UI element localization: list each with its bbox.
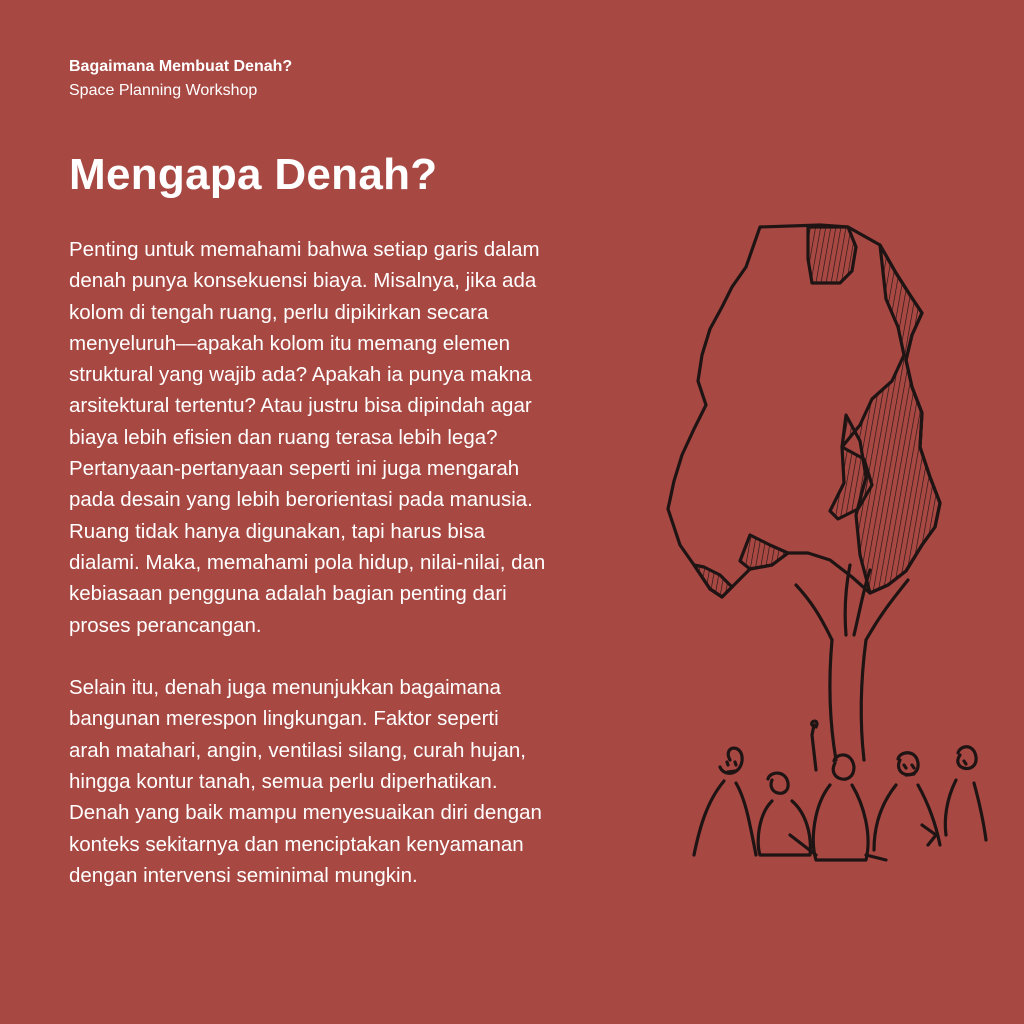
series-title: Bagaimana Membuat Denah? bbox=[69, 58, 293, 75]
paragraph-1-line: kebiasaan pengguna adalah bagian penting dari bbox=[69, 582, 507, 606]
paragraph-1-line: struktural yang wajib ada? Apakah ia punya makna bbox=[69, 363, 532, 387]
paragraph-2-line: dengan intervensi seminimal mungkin. bbox=[69, 863, 418, 887]
paragraph-1-line: kolom di tengah ruang, perlu dipikirkan secara bbox=[69, 300, 489, 324]
paragraph-1-line: biaya lebih efisien dan ruang terasa lebih lega? bbox=[69, 425, 498, 449]
paragraph-2-line: Denah yang baik mampu menyesuaikan diri dengan bbox=[69, 801, 542, 825]
series-subtitle: Space Planning Workshop bbox=[69, 82, 258, 99]
paragraph-2-line: hingga kontur tanah, semua perlu diperhatikan. bbox=[69, 770, 498, 794]
paragraph-gap bbox=[69, 641, 669, 672]
paragraph-1-line: dialami. Maka, memahami pola hidup, nilai-nilai, dan bbox=[69, 550, 546, 574]
paragraph-1-line: Penting untuk memahami bahwa setiap garis dalam bbox=[69, 238, 540, 261]
paragraph-1-line: menyeluruh—apakah kolom itu memang elemen bbox=[69, 331, 510, 355]
paragraph-1-line: Ruang tidak hanya digunakan, tapi harus bisa bbox=[69, 519, 485, 543]
paragraph-1-line: proses perancangan. bbox=[69, 613, 262, 637]
paragraph-2-line: konteks sekitarnya dan menciptakan kenyamanan bbox=[69, 832, 524, 856]
paragraph-1-line: arsitektural tertentu? Atau justru bisa dipindah agar bbox=[69, 394, 532, 418]
paragraph-2-line: Selain itu, denah juga menunjukkan bagaimana bbox=[69, 676, 501, 700]
tree-with-people-illustration bbox=[660, 215, 990, 865]
body-text bbox=[69, 234, 669, 891]
paragraph-1-line: pada desain yang lebih berorientasi pada manusia. bbox=[69, 488, 533, 512]
paragraph-1-line: denah punya konsekuensi biaya. Misalnya, jika ada bbox=[69, 269, 537, 293]
paragraph-2-line: bangunan merespon lingkungan. Faktor seperti bbox=[69, 707, 499, 731]
page-heading: Mengapa Denah? bbox=[69, 150, 438, 199]
tree-icon bbox=[660, 215, 990, 865]
paragraph-1-line: Pertanyaan-pertanyaan seperti ini juga mengarah bbox=[69, 457, 520, 481]
paragraph-2-line: arah matahari, angin, ventilasi silang, curah hujan, bbox=[69, 738, 526, 762]
